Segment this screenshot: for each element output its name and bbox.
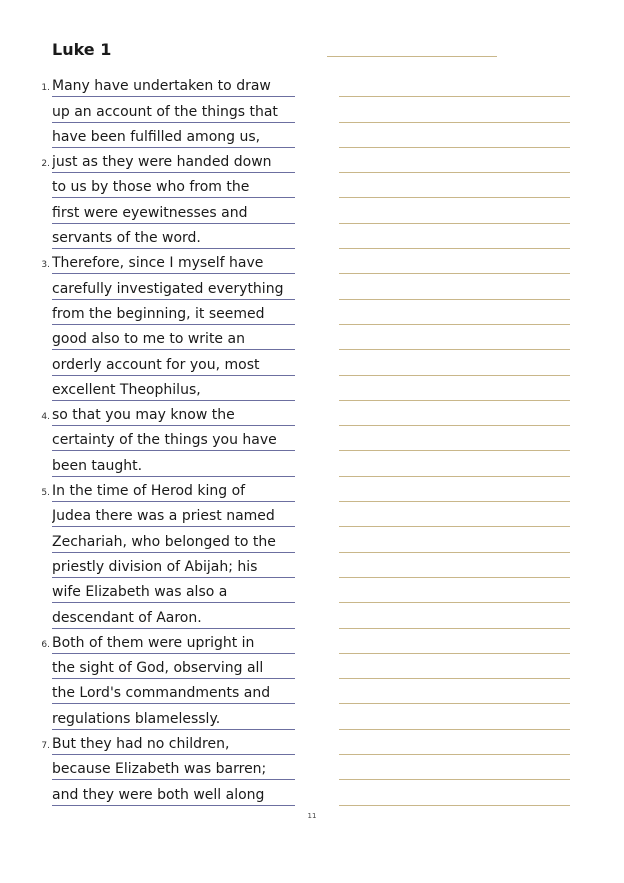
title-writing-line[interactable] bbox=[327, 56, 497, 57]
verse-text: Many have undertaken to draw bbox=[52, 76, 295, 97]
writing-line[interactable] bbox=[339, 451, 570, 476]
verse-text: from the beginning, it seemed bbox=[52, 304, 295, 325]
text-line bbox=[0, 679, 310, 704]
text-line bbox=[0, 401, 310, 426]
text-line bbox=[0, 173, 310, 198]
text-line bbox=[0, 274, 310, 299]
verse-text: servants of the word. bbox=[52, 228, 295, 249]
writing-line[interactable] bbox=[339, 224, 570, 249]
writing-line[interactable] bbox=[339, 502, 570, 527]
writing-line[interactable] bbox=[339, 325, 570, 350]
verse-number: 2. bbox=[41, 159, 50, 170]
text-line bbox=[0, 477, 310, 502]
verse-text: priestly division of Abijah; his bbox=[52, 557, 295, 578]
verse-text: the Lord's commandments and bbox=[52, 683, 295, 704]
verse-text: because Elizabeth was barren; bbox=[52, 759, 295, 780]
verse-text: descendant of Aaron. bbox=[52, 608, 295, 629]
verse-text: first were eyewitnesses and bbox=[52, 203, 295, 224]
writing-line[interactable] bbox=[339, 477, 570, 502]
text-line bbox=[0, 376, 310, 401]
verse-text: the sight of God, observing all bbox=[52, 658, 295, 679]
verse-text: Judea there was a priest named bbox=[52, 506, 295, 527]
text-line bbox=[0, 578, 310, 603]
verse-number: 4. bbox=[41, 412, 50, 423]
writing-line[interactable] bbox=[339, 72, 570, 97]
writing-line[interactable] bbox=[339, 249, 570, 274]
writing-line[interactable] bbox=[339, 704, 570, 729]
verse-text: But they had no children, bbox=[52, 734, 295, 755]
writing-line[interactable] bbox=[339, 527, 570, 552]
text-line bbox=[0, 553, 310, 578]
text-line bbox=[0, 123, 310, 148]
verse-number: 5. bbox=[41, 488, 50, 499]
text-line bbox=[0, 730, 310, 755]
verse-text: good also to me to write an bbox=[52, 329, 295, 350]
writing-line[interactable] bbox=[339, 603, 570, 628]
text-line bbox=[0, 97, 310, 122]
verse-text: Both of them were upright in bbox=[52, 633, 295, 654]
writing-line[interactable] bbox=[339, 350, 570, 375]
writing-line[interactable] bbox=[339, 426, 570, 451]
writing-line[interactable] bbox=[339, 401, 570, 426]
text-line bbox=[0, 249, 310, 274]
writing-line[interactable] bbox=[339, 97, 570, 122]
text-line bbox=[0, 629, 310, 654]
writing-line[interactable] bbox=[339, 553, 570, 578]
verse-number: 1. bbox=[41, 83, 50, 94]
text-line bbox=[0, 224, 310, 249]
text-line bbox=[0, 654, 310, 679]
verse-text: carefully investigated everything bbox=[52, 279, 295, 300]
text-line bbox=[0, 603, 310, 628]
verse-text: wife Elizabeth was also a bbox=[52, 582, 295, 603]
verse-text: have been fulfilled among us, bbox=[52, 127, 295, 148]
writing-line[interactable] bbox=[339, 780, 570, 805]
text-line bbox=[0, 148, 310, 173]
verse-text: just as they were handed down bbox=[52, 152, 295, 173]
copy-writing-column[interactable] bbox=[339, 72, 570, 806]
text-line bbox=[0, 325, 310, 350]
verse-text: Zechariah, who belonged to the bbox=[52, 532, 295, 553]
verse-text: so that you may know the bbox=[52, 405, 295, 426]
writing-line[interactable] bbox=[339, 654, 570, 679]
writing-line[interactable] bbox=[339, 173, 570, 198]
writing-line[interactable] bbox=[339, 300, 570, 325]
text-line bbox=[0, 72, 310, 97]
text-line bbox=[0, 350, 310, 375]
writing-line[interactable] bbox=[339, 679, 570, 704]
verse-text: to us by those who from the bbox=[52, 177, 295, 198]
verse-number: 6. bbox=[41, 639, 50, 650]
verse-text: excellent Theophilus, bbox=[52, 380, 295, 401]
verse-text: and they were both well along bbox=[52, 785, 295, 806]
verse-text: regulations blamelessly. bbox=[52, 709, 295, 730]
verse-number: 7. bbox=[41, 741, 50, 752]
writing-line[interactable] bbox=[339, 274, 570, 299]
writing-line[interactable] bbox=[339, 123, 570, 148]
scripture-text-column bbox=[0, 72, 310, 806]
writing-line[interactable] bbox=[339, 629, 570, 654]
text-line bbox=[0, 300, 310, 325]
text-line bbox=[0, 451, 310, 476]
verse-number: 3. bbox=[41, 260, 50, 271]
text-line bbox=[0, 704, 310, 729]
text-line bbox=[0, 426, 310, 451]
page-number: 11 bbox=[307, 812, 317, 820]
verse-text: orderly account for you, most bbox=[52, 355, 295, 376]
text-line bbox=[0, 527, 310, 552]
text-line bbox=[0, 198, 310, 223]
writing-line[interactable] bbox=[339, 578, 570, 603]
verse-text: In the time of Herod king of bbox=[52, 481, 295, 502]
writing-line[interactable] bbox=[339, 755, 570, 780]
page-title: Luke 1 bbox=[52, 40, 112, 59]
verse-text: been taught. bbox=[52, 456, 295, 477]
writing-line[interactable] bbox=[339, 376, 570, 401]
writing-line[interactable] bbox=[339, 730, 570, 755]
verse-text: Therefore, since I myself have bbox=[52, 253, 295, 274]
text-line bbox=[0, 780, 310, 805]
text-line bbox=[0, 502, 310, 527]
verse-text: certainty of the things you have bbox=[52, 430, 295, 451]
writing-line[interactable] bbox=[339, 198, 570, 223]
verse-text: up an account of the things that bbox=[52, 102, 295, 123]
text-line bbox=[0, 755, 310, 780]
writing-line[interactable] bbox=[339, 148, 570, 173]
